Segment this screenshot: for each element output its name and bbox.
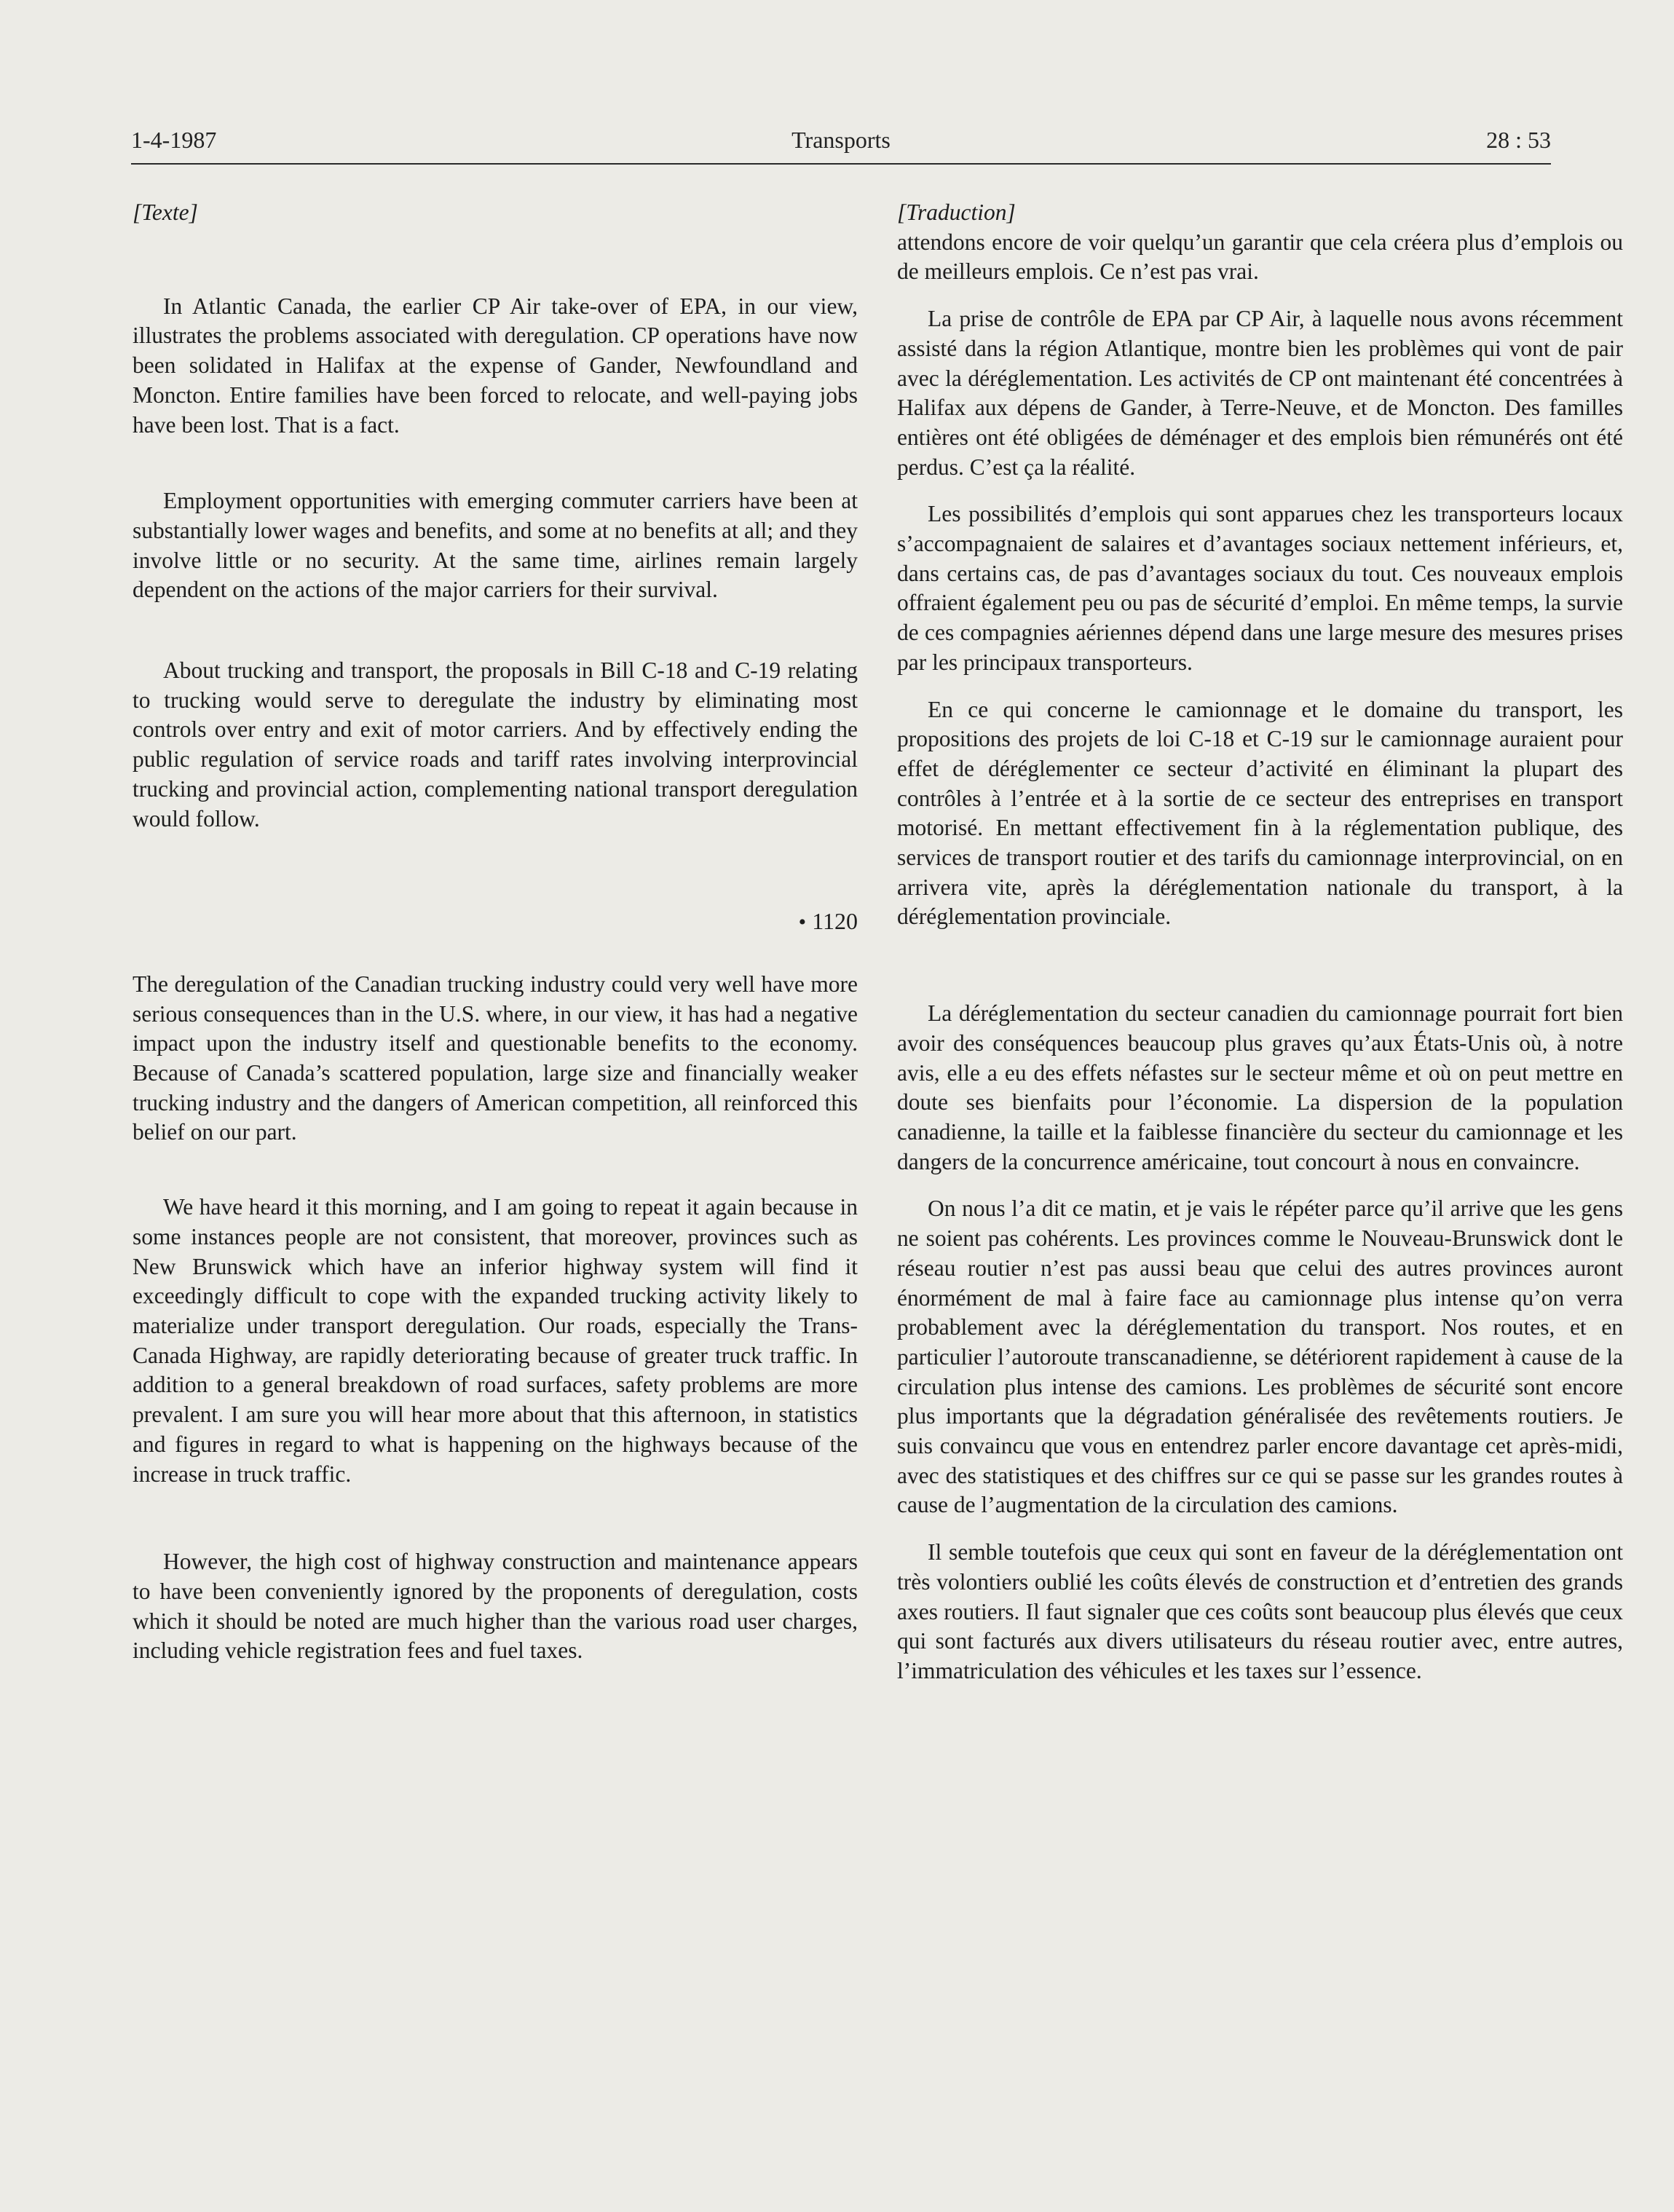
english-paragraph: In Atlantic Canada, the earlier CP Air take-over of EPA, in our view, illustrates the problems associated with deregulation. CP operations have now been solidated in Halifax at the expense of Gander, Newfoundland and Moncton. Entire families have been forced to relocate, and well-paying jobs have been lost. That is a fact. xyxy=(133,293,858,438)
french-paragraph: On nous l’a dit ce matin, et je vais le répéter parce qu’il arrive que les gens ne soient pas cohérents. Les provinces comme le Nouveau-Brunswick dont le réseau routier n’est pas aussi beau que celui des autres provinces auront énormément de mal à faire face au camionnage plus intense qu’on verra probablement avec la déréglementation du transport. Nos routes, et en particulier l’autoroute transcanadienne, se détériorent rapidement à cause de la circulation plus intense des camions. Les problèmes de sécurité sont encore plus importants que la dégradation généralisée des revêtements routiers. Je suis convaincu que vous en entendrez parler encore davantage cet après-midi, avec des statistiques et des chiffres sur ce qui se passe sur les grandes routes à cause de l’augmentation de la circulation des camions. xyxy=(897,1196,1623,1518)
english-paragraph: Employment opportunities with emerging commuter carriers have been at substantially lower wages and benefits, and some at no benefits at all; and they involve little or no security. At the same time, airlines remain largely dependent on the actions of the major carriers for their survival. xyxy=(133,488,858,603)
header-title: Transports xyxy=(791,127,891,153)
english-paragraph: However, the high cost of highway construction and maintenance appears to have been conveniently ignored by the proponents of deregulation, costs which it should be noted are much higher than the various road user charges, including vehicle registration fees and fuel taxes. xyxy=(133,1549,858,1664)
french-paragraph: Il semble toutefois que ceux qui sont en faveur de la déréglementation ont très volontiers oublié les coûts élevés de construction et d’entretien des grands axes routiers. Il faut signaler que ces coûts sont beaucoup plus élevés que ceux qui sont facturés aux divers utilisateurs du réseau routier avec, entre autres, l’immatriculation des véhicules et les taxes sur l’essence. xyxy=(897,1539,1623,1683)
time-marker-value: 1120 xyxy=(812,908,858,935)
french-paragraph: En ce qui concerne le camionnage et le domaine du transport, les propositions des projets de loi C-18 et C-19 sur le camionnage auraient pour effet de déréglementer ce secteur d’activité en éliminant la plupart des contrôles à l’entrée et à la sortie de ce secteur des entreprises en transport motorisé. En mettant effectivement fin à la réglementation publique, des services de transport routier et des tarifs du camionnage interprovincial, on en arrivera vite, après la déréglementation nationale du transport, à la déréglementation provinciale. xyxy=(897,696,1623,930)
english-paragraph: We have heard it this morning, and I am going to repeat it again because in some instances people are not consistent, that moreover, provinces such as New Brunswick which have an inferior highway system will find it exceedingly difficult to cope with the expanded trucking activity likely to materialize under transport deregulation. Our roads, especially the Trans-Canada Highway, are rapidly deteriorating because of greater truck traffic. In addition to a general breakdown of road surfaces, safety problems are more prevalent. I am sure you will hear more about that this afternoon, in statistics and figures in regard to what is happening on the highways because of the increase in truck traffic. xyxy=(133,1194,858,1487)
english-paragraph: About trucking and transport, the proposals in Bill C-18 and C-19 relating to trucking would serve to deregulate the industry by eliminating most controls over entry and exit of motor carriers. And by effectively ending the public regulation of service roads and tariff rates involving interprovincial trucking and provincial action, complementing national transport deregulation would follow. xyxy=(133,657,858,832)
header-date: 1-4-1987 xyxy=(131,127,217,153)
header-page-number: 28 : 53 xyxy=(1486,127,1551,153)
page-header xyxy=(131,125,1551,165)
french-paragraph: La prise de contrôle de EPA par CP Air, à laquelle nous avons récemment assisté dans la région Atlantique, montre bien les problèmes qui vont de pair avec la déréglementation. Les activités de CP ont maintenant été concentrées à Halifax aux dépens de Gander, à Terre-Neuve, et de Moncton. Des familles entières ont été obligées de déménager et des emplois bien rémunérés ont été perdus. C’est ça la réalité. xyxy=(897,306,1623,480)
english-paragraph: The deregulation of the Canadian trucking industry could very well have more serious consequences than in the U.S. where, in our view, it has had a negative impact upon the industry itself and questionable benefits to the economy. Because of Canada’s scattered population, large size and financially weaker trucking industry and the dangers of American competition, all reinforced this belief on our part. xyxy=(133,971,858,1145)
french-paragraph: attendons encore de voir quelqu’un garantir que cela créera plus d’emplois ou de meilleurs emplois. Ce n’est pas vrai. xyxy=(897,229,1623,285)
time-marker xyxy=(133,906,858,938)
translation-label: [Traduction] xyxy=(897,200,1016,225)
french-column xyxy=(897,198,1623,1686)
text-label: [Texte] xyxy=(133,200,198,225)
bullet-icon: • xyxy=(798,910,807,935)
french-paragraph: La déréglementation du secteur canadien du camionnage pourrait fort bien avoir des conséquences beaucoup plus graves qu’aux États-Unis où, à notre avis, elle a eu des effets néfastes sur le secteur même et où on peut mettre en doute ses bienfaits pour l’économie. La dispersion de la population canadienne, la taille et la faiblesse financière du secteur du camionnage et les dangers de la concurrence américaine, tout concourt à nous en convaincre. xyxy=(897,1000,1623,1174)
french-paragraph: Les possibilités d’emplois qui sont apparues chez les transporteurs locaux s’accompagnaient de salaires et d’avantages sociaux nettement inférieurs, et, dans certains cas, de pas d’avantages sociaux du tout. Ces nouveaux emplois offraient également peu ou pas de sécurité d’emploi. En même temps, la survie de ces compagnies aériennes dépend dans une large mesure des mesures prises par les principaux transporteurs. xyxy=(897,501,1623,675)
english-column xyxy=(133,198,858,1666)
